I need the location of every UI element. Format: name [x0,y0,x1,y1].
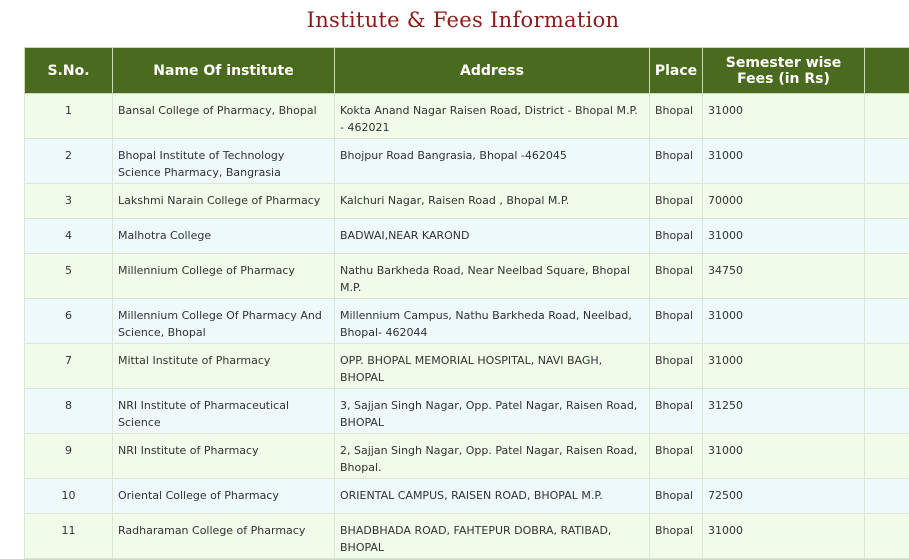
header-place: Place [650,48,703,94]
cell-fees: 31000 [703,139,865,184]
cell-place: Bhopal [650,184,703,219]
cell-extra [865,184,909,219]
cell-fees: 31000 [703,219,865,254]
cell-extra [865,139,909,184]
table-row [25,389,909,434]
cell-fees: 72500 [703,479,865,514]
cell-sno: 2 [25,139,113,184]
cell-sno: 8 [25,389,113,434]
cell-extra [865,254,909,299]
cell-sno: 10 [25,479,113,514]
cell-institute-name: NRI Institute of Pharmacy [113,434,335,479]
cell-address: ORIENTAL CAMPUS, RAISEN ROAD, BHOPAL M.P. [335,479,650,514]
table-row [25,344,909,389]
cell-address: Bhojpur Road Bangrasia, Bhopal -462045 [335,139,650,184]
cell-place: Bhopal [650,254,703,299]
cell-fees: 34750 [703,254,865,299]
cell-place: Bhopal [650,299,703,344]
cell-sno: 6 [25,299,113,344]
cell-place: Bhopal [650,344,703,389]
cell-sno: 1 [25,94,113,139]
table-row [25,219,909,254]
table-row [25,434,909,479]
cell-extra [865,434,909,479]
fees-table [24,47,909,559]
cell-address: Kokta Anand Nagar Raisen Road, District - Bhopal M.P. - 462021 [335,94,650,139]
cell-fees: 31250 [703,389,865,434]
cell-fees: 31000 [703,344,865,389]
header-institute-name: Name Of institute [113,48,335,94]
cell-institute-name: Malhotra College [113,219,335,254]
table-row [25,94,909,139]
cell-address: OPP. BHOPAL MEMORIAL HOSPITAL, NAVI BAGH, BHOPAL [335,344,650,389]
header-semester-fees: Semester wise Fees (in Rs) [703,48,865,94]
cell-sno: 5 [25,254,113,299]
cell-address: Nathu Barkheda Road, Near Neelbad Square, Bhopal M.P. [335,254,650,299]
table-row [25,299,909,344]
cell-address: BHADBHADA ROAD, FAHTEPUR DOBRA, RATIBAD, BHOPAL [335,514,650,559]
cell-place: Bhopal [650,434,703,479]
table-row [25,254,909,299]
cell-extra [865,389,909,434]
page-title: Institute & Fees Information [0,8,909,32]
table-header-row [25,48,909,94]
cell-sno: 7 [25,344,113,389]
cell-institute-name: Bhopal Institute of Technology Science Pharmacy, Bangrasia [113,139,335,184]
cell-institute-name: Mittal Institute of Pharmacy [113,344,335,389]
cell-fees: 70000 [703,184,865,219]
cell-institute-name: Lakshmi Narain College of Pharmacy [113,184,335,219]
header-address: Address [335,48,650,94]
cell-fees: 31000 [703,514,865,559]
cell-extra [865,479,909,514]
table-row [25,479,909,514]
cell-fees: 31000 [703,299,865,344]
cell-sno: 9 [25,434,113,479]
cell-extra [865,344,909,389]
cell-institute-name: Radharaman College of Pharmacy [113,514,335,559]
cell-place: Bhopal [650,389,703,434]
cell-address: BADWAI,NEAR KAROND [335,219,650,254]
cell-sno: 3 [25,184,113,219]
cell-address: 2, Sajjan Singh Nagar, Opp. Patel Nagar, Raisen Road, Bhopal. [335,434,650,479]
cell-institute-name: Millennium College of Pharmacy [113,254,335,299]
header-sno: S.No. [25,48,113,94]
cell-institute-name: Oriental College of Pharmacy [113,479,335,514]
cell-extra [865,219,909,254]
cell-extra [865,299,909,344]
cell-institute-name: Millennium College Of Pharmacy And Science, Bhopal [113,299,335,344]
cell-address: Millennium Campus, Nathu Barkheda Road, Neelbad, Bhopal- 462044 [335,299,650,344]
cell-address: Kalchuri Nagar, Raisen Road , Bhopal M.P. [335,184,650,219]
cell-fees: 31000 [703,94,865,139]
cell-place: Bhopal [650,219,703,254]
table-row [25,139,909,184]
cell-place: Bhopal [650,94,703,139]
cell-place: Bhopal [650,139,703,184]
table-row [25,184,909,219]
cell-place: Bhopal [650,514,703,559]
cell-fees: 31000 [703,434,865,479]
cell-institute-name: NRI Institute of Pharmaceutical Science [113,389,335,434]
cell-sno: 4 [25,219,113,254]
cell-institute-name: Bansal College of Pharmacy, Bhopal [113,94,335,139]
header-extra [865,48,909,94]
cell-sno: 11 [25,514,113,559]
cell-address: 3, Sajjan Singh Nagar, Opp. Patel Nagar, Raisen Road, BHOPAL [335,389,650,434]
cell-place: Bhopal [650,479,703,514]
cell-extra [865,94,909,139]
